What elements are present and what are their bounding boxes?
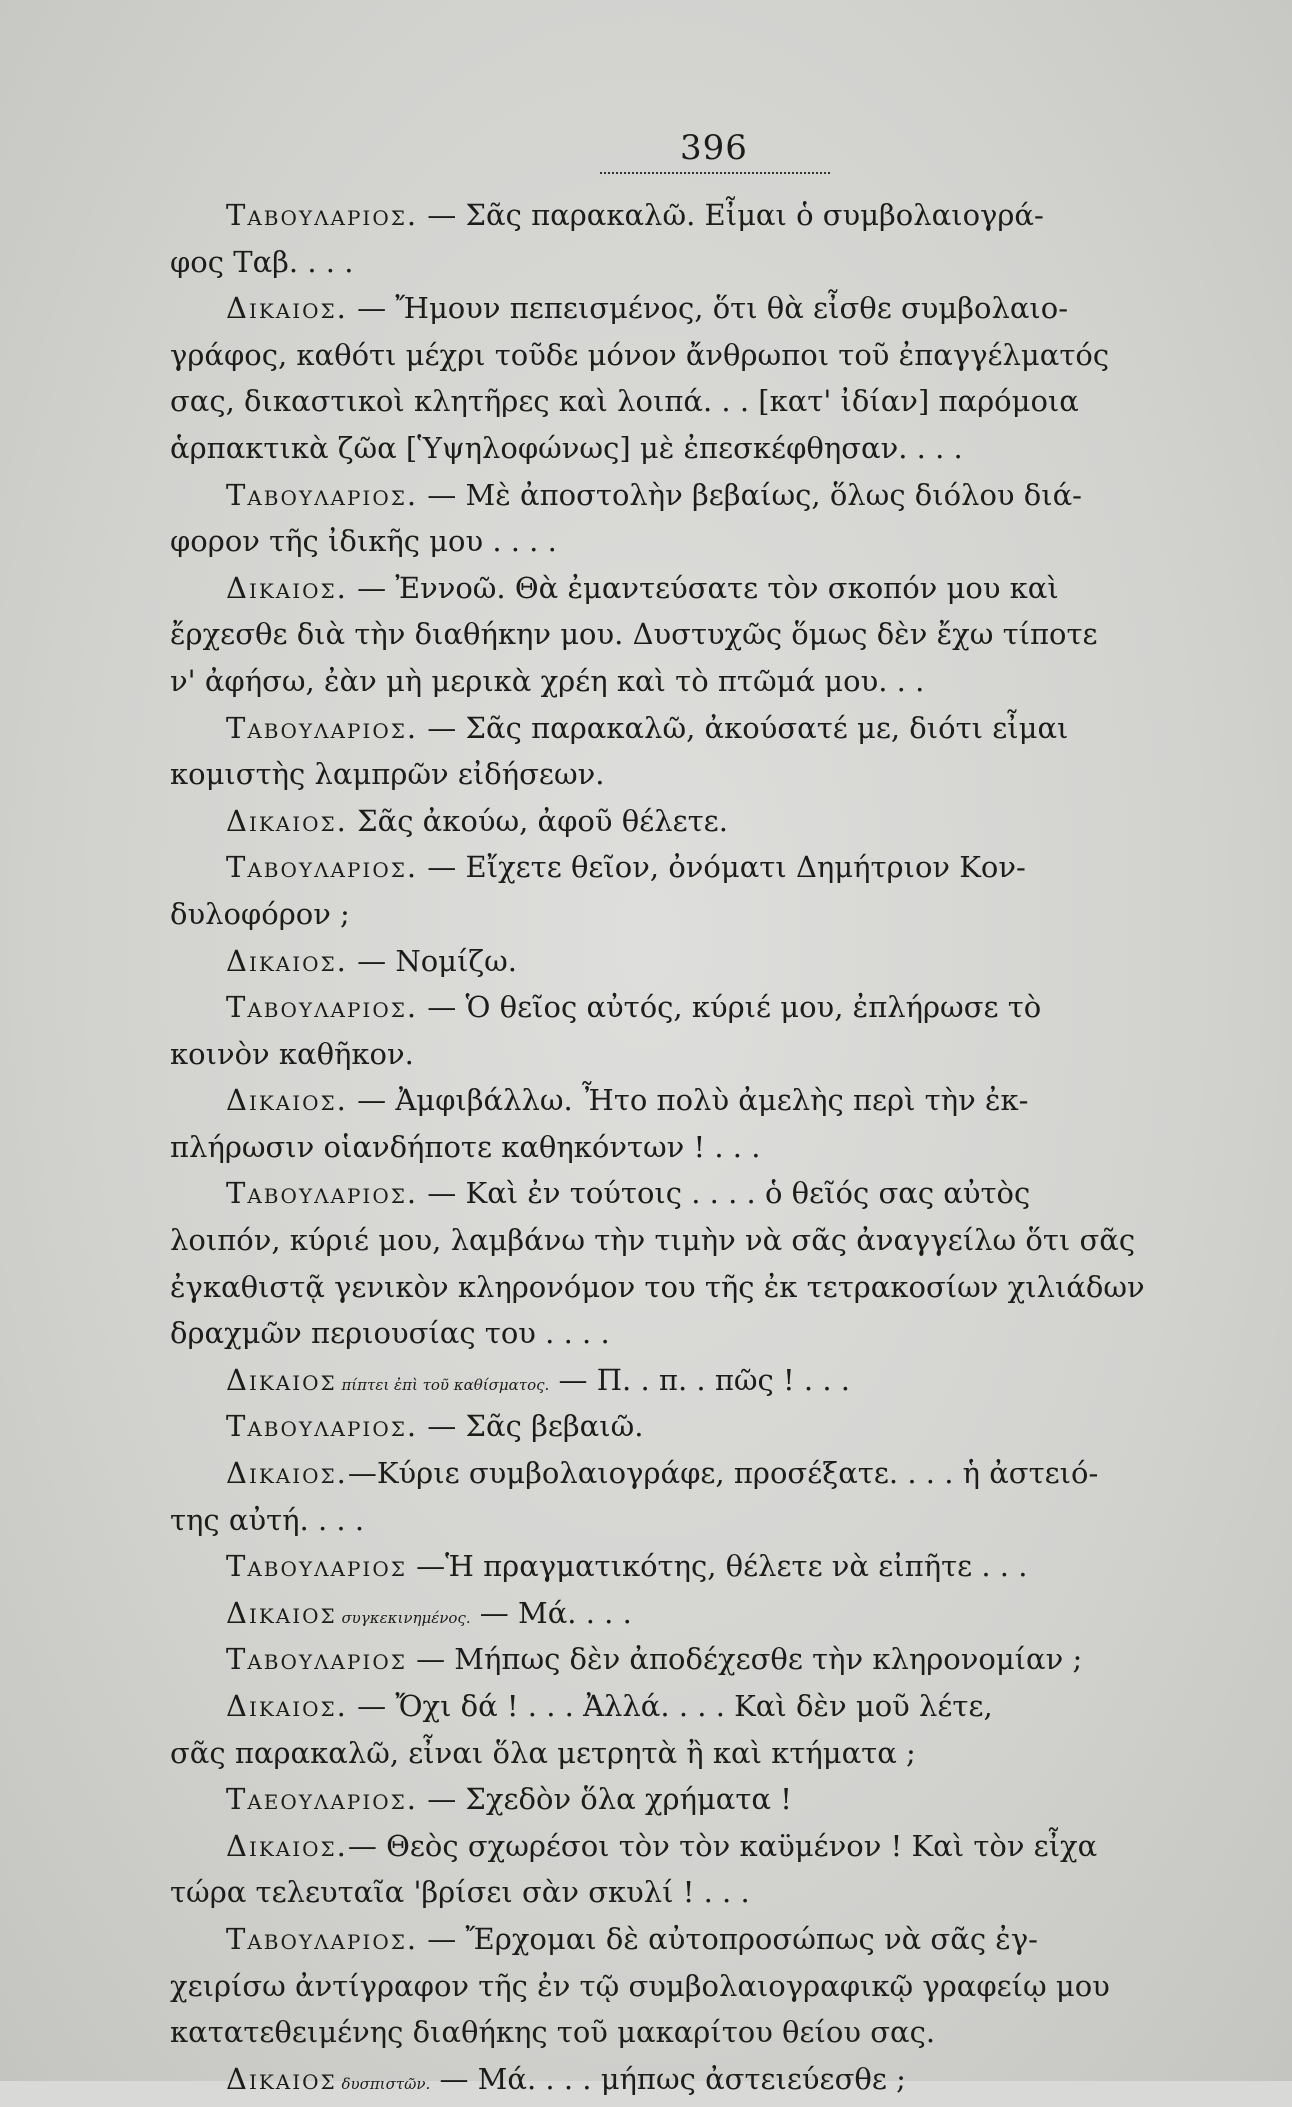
line-text: — Νομίζω. <box>347 943 517 978</box>
stage-direction: πίπτει ἐπὶ τοῦ καθίσματος. <box>336 1375 550 1394</box>
line-text: χειρίσω ἀντίγραφον τῆς ἐν τῷ συμβολαιογραφικῷ γραφείῳ μου <box>170 1968 1110 2003</box>
text-line <box>170 1776 1245 1823</box>
speaker-name: Δικαιοσ. <box>226 1456 348 1491</box>
line-text: — Μά. . . . μήπως ἀστειεύεσθε ; <box>430 2061 906 2096</box>
stage-direction: συγκεκινημένος. <box>336 1608 471 1627</box>
text-line <box>170 938 1245 985</box>
text-line <box>170 192 1245 239</box>
line-text: — Σᾶς παρακαλῶ, ἀκούσατέ με, διότι εἶμαι <box>418 710 1069 745</box>
text-line <box>170 1730 1245 1777</box>
text-line <box>170 1590 1245 1637</box>
speaker-name: Ταεουλαριοσ. <box>226 1782 418 1817</box>
text-line <box>170 1403 1245 1450</box>
speaker-name: Δικαιοσ <box>226 1595 337 1630</box>
line-text: δραχμῶν περιουσίας του . . . . <box>170 1316 610 1351</box>
speaker-name: Δικαιοσ. <box>226 570 348 605</box>
line-text: — Μά. . . . <box>470 1595 632 1630</box>
text-line <box>170 1170 1245 1217</box>
text-line <box>170 565 1245 612</box>
text-line <box>170 1031 1245 1078</box>
stage-direction: δυσπιστῶν. <box>336 2074 431 2093</box>
speaker-name: Ταβουλαριοσ <box>226 1642 407 1677</box>
text-line <box>170 2056 1245 2103</box>
line-text: —Ἡ πραγματικότης, θέλετε νὰ εἰπῆτε . . . <box>406 1549 1028 1584</box>
line-text: σᾶς παρακαλῶ, εἶναι ὅλα μετρητὰ ἢ καὶ κτήματα ; <box>170 1735 916 1770</box>
text-line <box>170 658 1245 705</box>
speaker-name: Δικαιοσ. <box>226 1689 348 1723</box>
text-line <box>170 891 1245 938</box>
speaker-name: Ταβουλαριοσ. <box>226 990 419 1025</box>
speaker-name: Ταβουλαριοσ. <box>226 1409 419 1444</box>
line-text: δυλοφόρον ; <box>170 896 350 931</box>
text-line <box>170 1450 1245 1497</box>
speaker-name: Ταβουλαριοσ. <box>226 1921 419 1956</box>
text-line <box>170 472 1245 519</box>
speaker-name: Ταβουλαριοσ. <box>226 477 419 512</box>
line-text: γράφος, καθότι μέχρι τοῦδε μόνον ἄνθρωποι τοῦ ἐπαγγέλματός <box>170 337 1110 372</box>
text-line <box>170 984 1245 1031</box>
line-text: — Μήπως δὲν ἀποδέχεσθε τὴν κληρονομίαν ; <box>406 1642 1083 1677</box>
line-text: πλήρωσιν οἱανδήποτε καθηκόντων ! . . . <box>170 1129 761 1164</box>
text-line <box>170 1310 1245 1357</box>
line-text: —Κύριε συμβολαιογράφε, προσέξατε. . . . ἡ ἀστειό- <box>347 1456 1099 1491</box>
speaker-name: Δικαιοσ <box>226 1362 337 1397</box>
text-line <box>170 844 1245 891</box>
line-text: — Σᾶς βεβαιῶ. <box>418 1409 644 1444</box>
line-text: — Ἀμφιβάλλω. Ἦτο πολὺ ἀμελὴς περὶ τὴν ἐκ- <box>347 1083 1029 1118</box>
line-text: — Σχεδὸν ὅλα χρήματα ! <box>418 1782 792 1817</box>
speaker-name: Ταβουλαριοσ. <box>226 710 419 745</box>
line-text: — Μὲ ἀποστολὴν βεβαίως, ὅλως διόλου διά- <box>418 477 1082 512</box>
text-line <box>170 1357 1245 1404</box>
line-text: Σᾶς ἀκούω, ἀφοῦ θέλετε. <box>347 803 728 838</box>
line-text: — Ὁ θεῖος αὐτός, κύριέ μου, ἐπλήρωσε τὸ <box>418 990 1042 1025</box>
line-text: φος Ταβ. . . . <box>170 244 354 279</box>
dialogue-text-block <box>170 192 1245 2102</box>
text-line <box>170 378 1245 425</box>
line-text: — Εἴχετε θεῖον, ὀνόματι Δημήτριον Κον- <box>418 850 1026 885</box>
line-text: — Θεὸς σχωρέσοι τὸν τὸν καϋμένον ! Καὶ τὸν εἶχα <box>347 1828 1098 1863</box>
page-number: 396 <box>680 128 748 168</box>
page-number-ornament-rule <box>600 172 830 174</box>
text-line <box>170 425 1245 472</box>
text-line <box>170 518 1245 565</box>
text-line <box>170 2009 1245 2056</box>
line-text: ν' ἀφήσω, ἐὰν μὴ μερικὰ χρέη καὶ τὸ πτῶμά μου. . . <box>170 663 925 698</box>
speaker-name: Δικαιοσ. <box>226 803 348 838</box>
text-line <box>170 1869 1245 1916</box>
line-text: — Σᾶς παρακαλῶ. Εἶμαι ὁ συμβολαιογρά- <box>418 198 1044 232</box>
text-line <box>170 1264 1245 1311</box>
text-line <box>170 751 1245 798</box>
text-line <box>170 1217 1245 1264</box>
speaker-name: Ταβουλαριοσ. <box>226 1176 419 1211</box>
line-text: κατατεθειμένης διαθήκης τοῦ μακαρίτου θείου σας. <box>170 2015 936 2050</box>
text-line <box>170 1497 1245 1544</box>
line-text: ἔρχεσθε διὰ τὴν διαθήκην μου. Δυστυχῶς ὅμως δὲν ἔχω τίποτε <box>170 617 1098 652</box>
speaker-name: Ταβουλαριοσ <box>226 1549 407 1584</box>
speaker-name: Δικαιοσ. <box>226 1083 348 1118</box>
line-text: φορον τῆς ἰδικῆς μου . . . . <box>170 524 557 559</box>
text-line <box>170 1916 1245 1963</box>
text-line <box>170 1636 1245 1683</box>
line-text: της αὐτή. . . . <box>170 1502 365 1537</box>
line-text: — Ἤμουν πεπεισμένος, ὅτι θὰ εἶσθε συμβολαιο- <box>347 291 1069 326</box>
speaker-name: Ταβουλαριοσ. <box>226 850 419 885</box>
line-text: κοινὸν καθῆκον. <box>170 1036 414 1071</box>
speaker-name: Δικαιοσ <box>226 2061 337 2096</box>
text-line <box>170 611 1245 658</box>
text-line <box>170 1683 1245 1730</box>
line-text: — Ἐννοῶ. Θὰ ἐμαντεύσατε τὸν σκοπόν μου καὶ <box>347 570 1059 605</box>
text-line <box>170 239 1245 286</box>
speaker-name: Δικαιοσ. <box>226 291 348 326</box>
speaker-name: Δικαιοσ. <box>226 943 348 978</box>
text-line <box>170 1124 1245 1171</box>
text-line <box>170 1963 1245 2010</box>
line-text: ἁρπακτικὰ ζῶα [Ὑψηλοφώνως] μὲ ἐπεσκέφθησαν. . . . <box>170 430 963 465</box>
text-line <box>170 1077 1245 1124</box>
text-line <box>170 1823 1245 1870</box>
text-line <box>170 798 1245 845</box>
line-text: κομιστὴς λαμπρῶν εἰδήσεων. <box>170 757 605 792</box>
line-text: σας, δικαστικοὶ κλητῆρες καὶ λοιπά. . . [κατ' ἰδίαν] παρόμοια <box>170 384 1079 419</box>
line-text: — Π. . π. . πῶς ! . . . <box>549 1362 850 1397</box>
line-text: ἐγκαθιστᾷ γενικὸν κληρονόμον του τῆς ἐκ τετρακοσίων χιλιάδων <box>170 1269 1145 1304</box>
text-line <box>170 705 1245 752</box>
speaker-name: Δικαιοσ. <box>226 1828 348 1863</box>
line-text: τώρα τελευταῖα 'βρίσει σὰν σκυλί ! . . . <box>170 1875 750 1910</box>
line-text: λοιπόν, κύριέ μου, λαμβάνω τὴν τιμὴν νὰ σᾶς ἀναγγείλω ὅτι σᾶς <box>170 1223 1136 1258</box>
text-line <box>170 332 1245 379</box>
line-text: — Καὶ ἐν τούτοις . . . . ὁ θεῖός σας αὐτὸς <box>418 1176 1031 1211</box>
line-text: — Ἔρχομαι δὲ αὐτοπροσώπως νὰ σᾶς ἐγ- <box>418 1921 1038 1956</box>
speaker-name: Ταβουλαριοσ. <box>226 198 419 232</box>
line-text: — Ὄχι δά ! . . . Ἀλλά. . . . Καὶ δὲν μοῦ λέτε, <box>347 1689 993 1723</box>
text-line <box>170 1543 1245 1590</box>
text-line <box>170 285 1245 332</box>
